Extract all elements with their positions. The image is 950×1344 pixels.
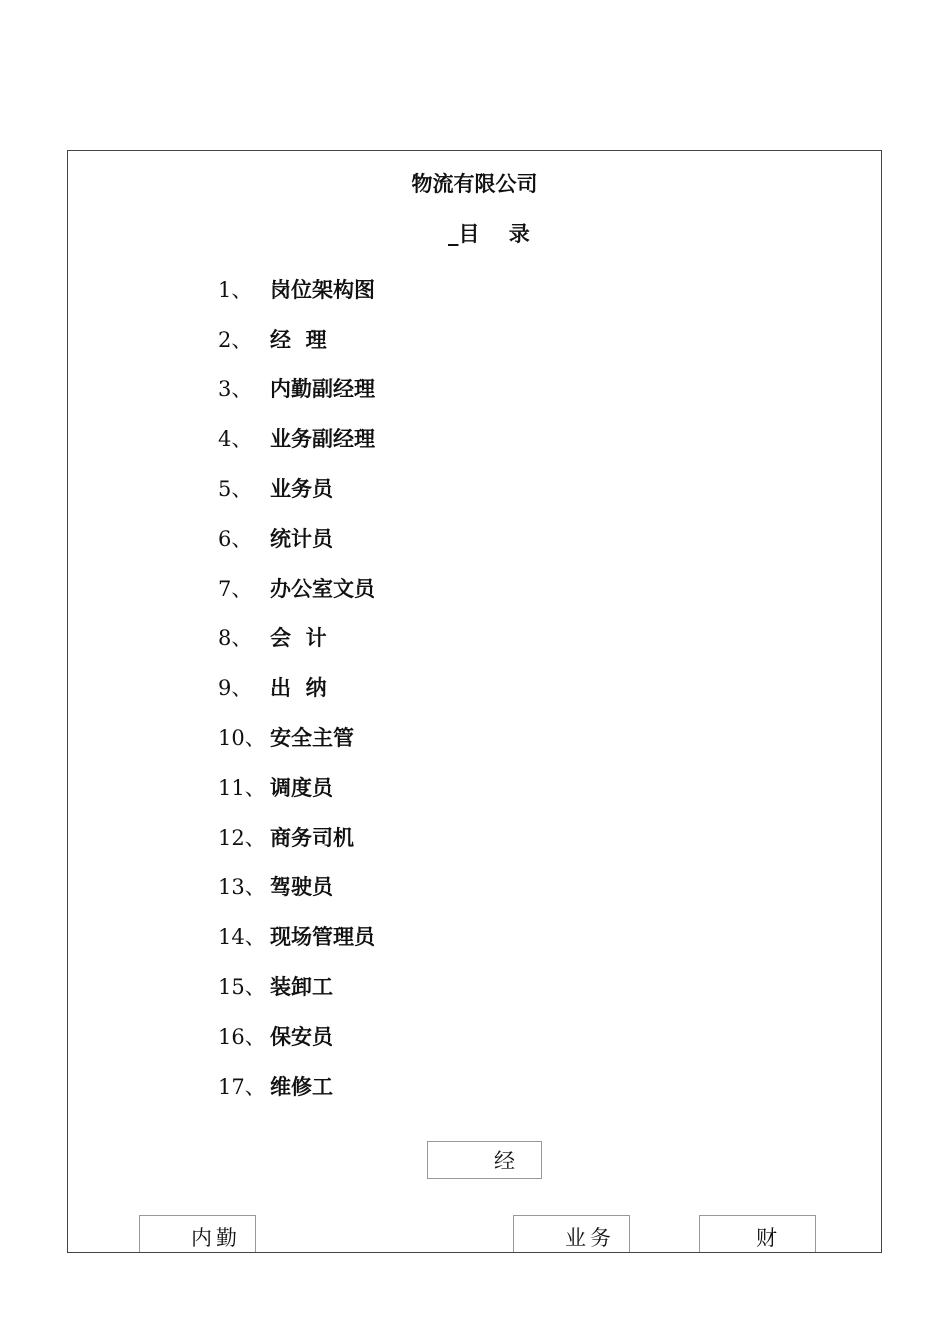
company-title: 物流有限公司 <box>411 171 538 196</box>
toc-item-number: 2、 <box>218 327 253 352</box>
toc-item-number: 10、 <box>218 726 266 751</box>
toc-item <box>218 662 375 712</box>
toc-item <box>218 413 375 463</box>
toc-item-text: 装卸工 <box>270 974 333 1000</box>
toc-item <box>218 911 375 961</box>
org-box-business: 业务 <box>513 1215 630 1253</box>
toc-item-number: 11、 <box>218 775 266 800</box>
toc-item <box>218 563 375 613</box>
toc-item-text: 保安员 <box>270 1023 333 1049</box>
toc-item-number: 9、 <box>218 676 253 701</box>
toc-item-number: 13、 <box>218 875 266 900</box>
org-box-finance: 财 <box>699 1215 816 1253</box>
toc-item-number: 17、 <box>218 1074 266 1099</box>
toc-item <box>218 961 375 1011</box>
toc-item-number: 6、 <box>218 526 253 551</box>
toc-item <box>218 364 375 414</box>
toc-item-number: 15、 <box>218 975 266 1000</box>
toc-item-number: 12、 <box>218 825 266 850</box>
table-of-contents <box>218 264 375 1111</box>
toc-item-number: 8、 <box>218 626 253 651</box>
toc-item-text: 经 理 <box>270 326 327 352</box>
toc-item-number: 1、 <box>218 277 253 302</box>
toc-item <box>218 314 375 364</box>
toc-item-number: 7、 <box>218 576 253 601</box>
toc-item <box>218 812 375 862</box>
toc-item-text: 业务员 <box>270 476 333 502</box>
toc-item-text: 会 计 <box>270 625 327 651</box>
toc-item-text: 岗位架构图 <box>270 276 375 302</box>
toc-item-text: 统计员 <box>270 525 333 551</box>
toc-item <box>218 762 375 812</box>
toc-item-text: 办公室文员 <box>270 575 375 601</box>
toc-item-number: 3、 <box>218 377 253 402</box>
toc-item <box>218 463 375 513</box>
toc-item-text: 业务副经理 <box>270 426 375 452</box>
toc-item-number: 16、 <box>218 1024 266 1049</box>
toc-item <box>218 613 375 663</box>
toc-item-number: 14、 <box>218 925 266 950</box>
toc-item-number: 5、 <box>218 477 253 502</box>
toc-item <box>218 264 375 314</box>
toc-heading: _目 录 <box>448 221 530 246</box>
toc-item-text: 驾驶员 <box>270 874 333 900</box>
toc-item-text: 维修工 <box>270 1073 333 1099</box>
toc-item-text: 调度员 <box>270 774 333 800</box>
toc-item-text: 内勤副经理 <box>270 376 375 402</box>
toc-item-number: 4、 <box>218 427 253 452</box>
org-box-manager: 经 <box>427 1141 542 1179</box>
org-box-internal-affairs: 内勤 <box>139 1215 256 1253</box>
toc-item <box>218 712 375 762</box>
document-frame <box>67 150 882 1253</box>
toc-item-text: 商务司机 <box>270 824 354 850</box>
toc-item-text: 安全主管 <box>270 725 354 751</box>
toc-item-text: 现场管理员 <box>270 924 375 950</box>
toc-item-text: 出 纳 <box>270 675 327 701</box>
toc-item <box>218 513 375 563</box>
toc-item <box>218 862 375 912</box>
toc-item <box>218 1011 375 1061</box>
toc-item <box>218 1061 375 1111</box>
